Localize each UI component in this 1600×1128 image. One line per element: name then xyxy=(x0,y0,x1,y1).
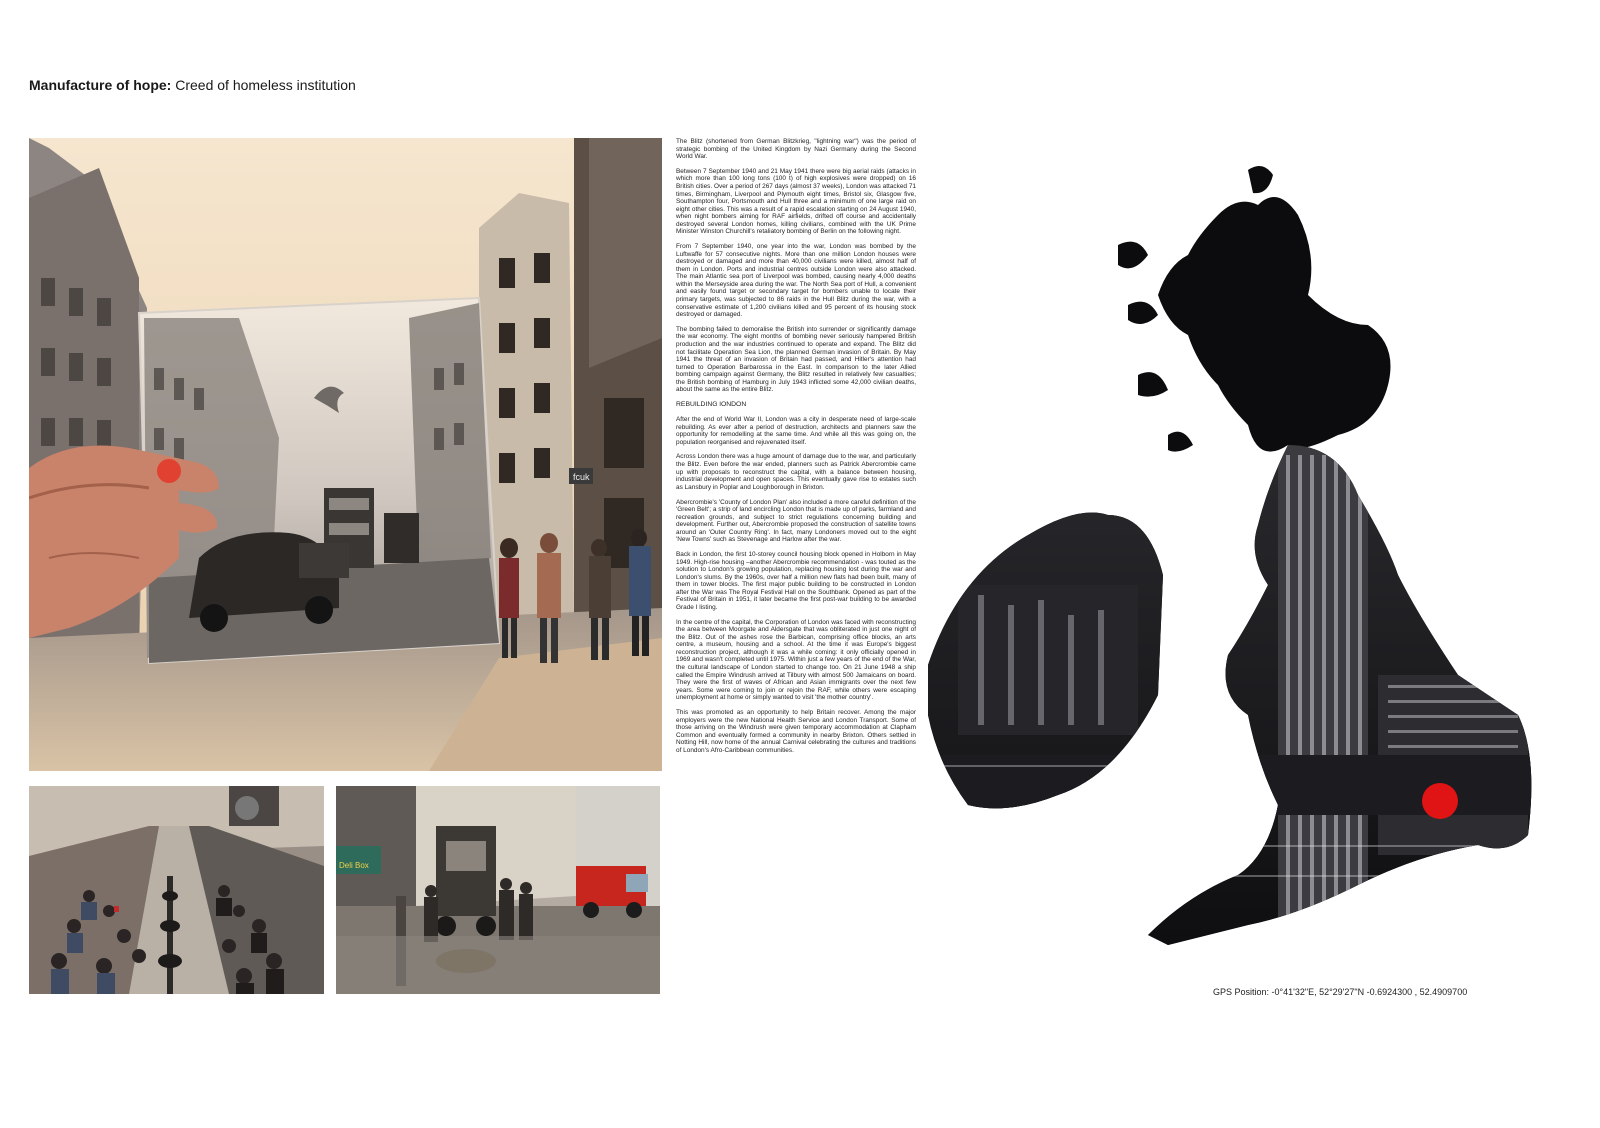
escalator-photo xyxy=(29,786,324,994)
article-paragraph: The Blitz (shortened from German Blitzkrieg, "lightning war") was the period of strategic bombing of the United Kingdom by Nazi Germany during the Second World War. xyxy=(676,138,916,161)
article-paragraph: In the centre of the capital, the Corporation of London was faced with reconstructing the area between Moorgate and Aldersgate that was obliterated in just one night of the Blitz. Out of the ashes rose the Barbican, comprising office blocks, an arts centre, a museum, housing and a school. At the time it was Europe's biggest reconstruction project, although it was a while coming: it only officially opened in 1969 and wasn't completed until 1975. Within just a few years of the end of the War, the cultural landscape of London started to change too. On 21 June 1948 a ship called the Empire Windrush arrived at Tilbury with almost 500 Jamaicans on board. They were the first of waves of African and Asian immigrants over the next few years. Some were coming to join or rejoin the RAF, while others were escaping unemployment at home or simply wanted to visit 'the mother country'. xyxy=(676,618,916,702)
deli-sign-text: Deli Box xyxy=(339,861,369,870)
article-text xyxy=(676,138,916,762)
article-paragraph: Back in London, the first 10-storey council housing block opened in Holborn in May 1949. High-rise housing –another Abercrombie recommendation - was touted as the solution to London's growing population, replacing housing lost during the war and London's slums. By the 1960s, over half a million new flats had been built, many of them in tower blocks. The first major public building to be constructed in London after the War was The Royal Festival Hall on the Southbank. Opened as part of the Festival of Britain in 1951, it later became the first post-war building to be awarded Grade I listing. xyxy=(676,551,916,611)
article-paragraph: The bombing failed to demoralise the British into surrender or significantly damage the war economy. The eight months of bombing never seriously hampered British production and the war industries continued to operate and expand. The Blitz did not facilitate Operation Sea Lion, the planned German invasion of Britain. By May 1941 the threat of an invasion of Britain had passed, and Hitler's attention had turned to Operation Barbarossa in the East. In comparison to the later Allied bombing campaign against Germany, the Blitz resulted in relatively few casualties; the British bombing of Hamburg in July 1943 inflicted some 42,000 civilian deaths, about the same as the entire Blitz. xyxy=(676,325,916,394)
street-market-photo xyxy=(336,786,660,994)
title-bold: Manufacture of hope: xyxy=(29,77,172,93)
article-paragraph: This was promoted as an opportunity to help Britain recover. Among the major employers were the new National Health Service and London Transport. Some of those arriving on the Windrush were given temporary accommodation at Clapham Common and eventually formed a community in nearby Brixton. Others settled in Notting Hill, now home of the annual Carnival celebrating the cultures and traditions of London's Afro-Caribbean communities. xyxy=(676,709,916,754)
page-title xyxy=(29,76,356,94)
article-heading: REBUILDING lONDON xyxy=(676,401,747,409)
article-paragraph: After the end of World War II, London was a city in desperate need of large-scale rebuilding. As ever after a period of destruction, architects and planners saw the opportunity for remodelling at the same time. And while all this was going on, the population reorganised and rejuvenated itself. xyxy=(676,415,916,446)
gps-position: GPS Position: -0°41'32"E, 52°29'27"N -0.6924300 , 52.4909700 xyxy=(1213,987,1468,997)
title-rest: Creed of homeless institution xyxy=(171,77,356,93)
article-paragraph: Abercrombie's 'County of London Plan' also included a more careful definition of the 'Green Belt'; a strip of land encircling London that is made up of parks, farmland and recreation grounds, and subject to strict regulations concerning building and development. Further out, Abercrombie proposed the construction of satellite towns around an 'Outer Country Ring'. In fact, many Londoners moved out to the eight 'New Towns' such as Stevenage and Harlow after the war. xyxy=(676,498,916,544)
article-paragraph: Between 7 September 1940 and 21 May 1941 there were big aerial raids (attacks in which more than 100 long tons (100 t) of high explosives were dropped) on 16 British cities. Over a period of 267 days (almost 37 weeks), London was attacked 71 times, Birmingham, Liverpool and Plymouth eight times, Bristol six, Glasgow five, Southampton four, Portsmouth and Hull three and a minimum of one large raid on eight other cities. This was a result of a rapid escalation starting on 24 August 1940, when night bombers aiming for RAF airfields, drifted off course and accidentally destroyed several London homes, killing civilians, combined with the UK Prime Minister Winston Churchill's retaliatory bombing of Berlin on the following night. xyxy=(676,167,916,236)
main-street-photo xyxy=(29,138,662,771)
london-marker xyxy=(1422,783,1458,819)
article-paragraph: From 7 September 1940, one year into the war, London was bombed by the Luftwaffe for 57 consecutive nights. More than one million London houses were destroyed or damaged and more than 40,000 civilians were killed, almost half of them in London. Ports and industrial centres outside London were also attacked. The main Atlantic sea port of Liverpool was bombed, causing nearly 4,000 deaths within the Merseyside area during the war. The North Sea port of Hull, a convenient and easily found target or secondary target for bombers unable to locate their primary targets, was subjected to 86 raids in the Hull Blitz during the war, with a conservative estimate of 1,200 civilians killed and 95 percent of its housing stock destroyed or damaged. xyxy=(676,243,916,319)
uk-ireland-map xyxy=(918,155,1578,985)
shop-sign-text: fcuk xyxy=(573,472,590,482)
article-paragraph: Across London there was a huge amount of damage due to the war, and particularly the Blitz. Even before the war ended, planners such as Patrick Abercrombie came up with proposals to reconstruct the capital, with a balance between housing, industrial development and open spaces. This eventually gave rise to estates such as Lansbury in Poplar and Loughborough in Brixton. xyxy=(676,453,916,491)
